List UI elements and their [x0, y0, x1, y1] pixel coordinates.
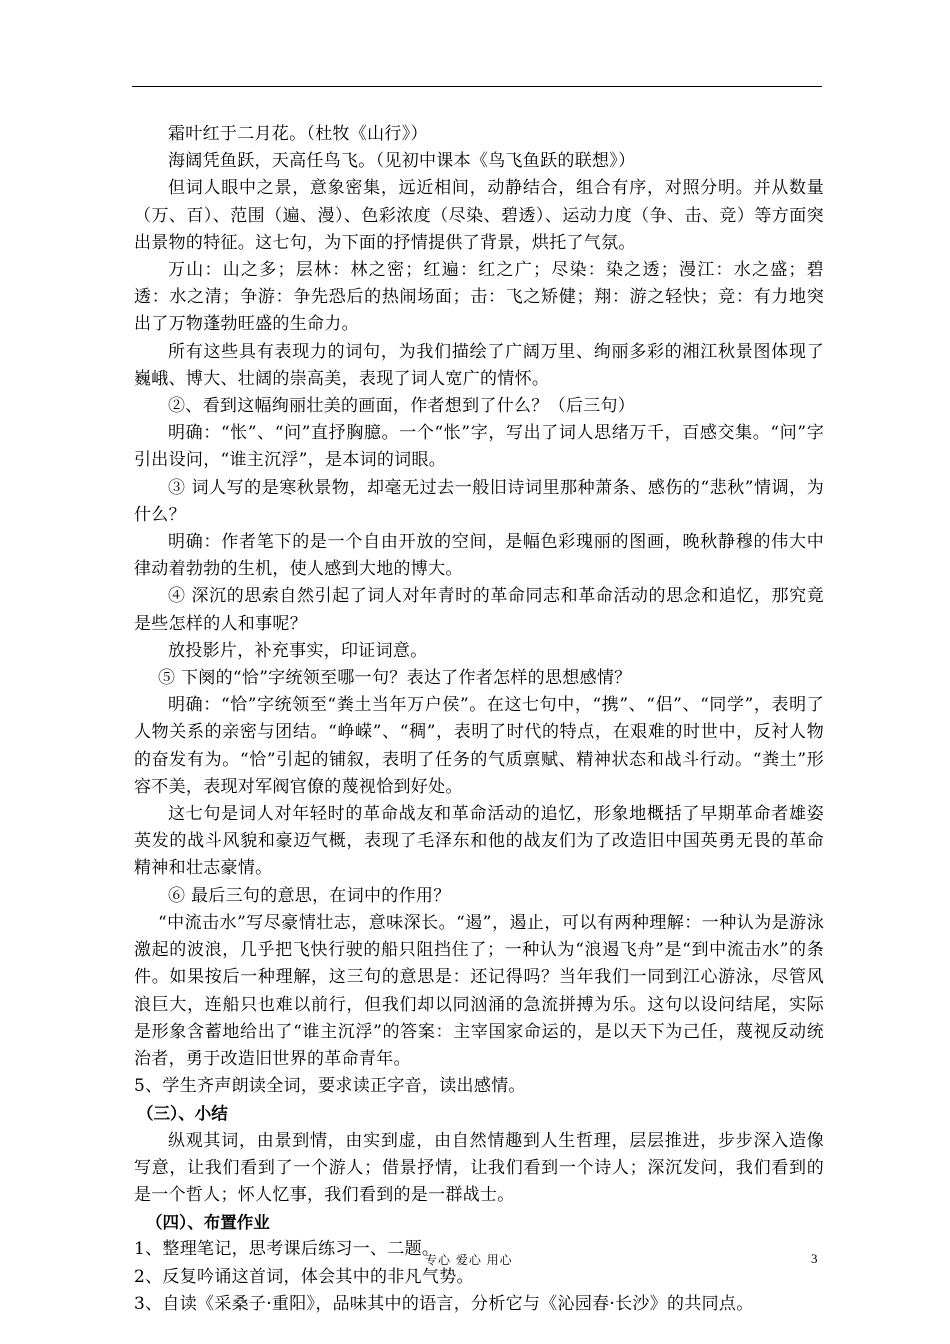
- paragraph-12: ⑤ 下阕的“恰”字统领至哪一句？表达了作者怎样的思想感情？: [158, 668, 632, 689]
- paragraph-14: 这七句是词人对年轻时的革命战友和革命活动的追忆，形象地概括了早期革命者雄姿英发的战斗风貌和豪迈气概，表现了毛泽东和他的战友们为了改造旧中国英勇无畏的革命精神和壮志豪情。: [134, 804, 824, 879]
- summary-paragraph: 纵观其词，由景到情，由实到虚，由自然情趣到人生哲理，层层推进，步步深入造像写意，让我们看到了一个游人；借景抒情，让我们看到一个诗人；深沉发问，我们看到的是一个哲人；怀人忆事，我们看到的是一群战士。: [134, 1130, 824, 1205]
- paragraph-1: 霜叶红于二月花。（杜牧《山行》）: [168, 124, 428, 144]
- paragraph-3: 但词人眼中之景，意象密集，远近相间，动静结合，组合有序，对照分明。并从数量（万、百）、范围（遍、漫）、色彩浓度（尽染、碧透）、运动力度（争、击、竞）等方面突出景物的特征。这七句，为下面的抒情提供了背景，烘托了气氛。: [134, 178, 824, 253]
- paragraph-2: 海阔凭鱼跃，天高任鸟飞。（见初中课本《鸟飞鱼跃的联想》）: [168, 151, 636, 172]
- homework-item-3: 3、自读《采桑子·重阳》，品味其中的语言，分析它与《沁园春·长沙》的共同点。: [134, 1293, 754, 1314]
- paragraph-8: ③ 词人写的是寒秋景物，却毫无过去一般旧诗词里那种萧条、感伤的“悲秋”情调，为什么？: [134, 477, 824, 525]
- header-rule: [132, 86, 822, 87]
- paragraph-6: ②、看到这幅绚丽壮美的画面，作者想到了什么？（后三句）: [168, 396, 636, 417]
- document-body: [134, 121, 824, 1318]
- page-footer: [0, 1251, 950, 1271]
- homework-item-1: 1、整理笔记，思考课后练习一、二题。: [134, 1239, 440, 1260]
- paragraph-15: ⑥ 最后三句的意思，在词中的作用？: [168, 885, 451, 906]
- section-heading-homework: （四）、布置作业: [146, 1213, 270, 1233]
- homework-item-2: 2、反复吟诵这首词，体会其中的非凡气势。: [134, 1266, 474, 1287]
- paragraph-11: 放投影片，补充事实，印证词意。: [168, 640, 428, 661]
- paragraph-16: “中流击水”写尽豪情壮志，意味深长。“遏”，遏止，可以有两种理解：一种认为是游泳激起的波浪，几乎把飞快行驶的船只阻挡住了；一种认为“浪遏飞舟”是“到中流击水”的条件。如果按后一种理解，这三句的意思是：还记得吗？当年我们一同到江心游泳，尽管风浪巨大，连船只也难以前行，但我们却以同汹涌的急流拼搏为乐。这句以设问结尾，实际是形象含蓄地给出了“谁主沉浮”的答案：主宰国家命运的，是以天下为己任，蔑视反动统治者，勇于改造旧世界的革命青年。: [134, 912, 824, 1069]
- paragraph-4: 万山：山之多；层林：林之密；红遍：红之广；尽染：染之透；漫江：水之盛；碧透：水之清；争游：争先恐后的热闹场面；击：飞之矫健；翔：游之轻快；竞：有力地突出了万物蓬勃旺盛的生命力。: [134, 260, 824, 335]
- footer-slogan: 专心 爱心 用心: [425, 1253, 513, 1267]
- paragraph-5: 所有这些具有表现力的词句，为我们描绘了广阔万里、绚丽多彩的湘江秋景图体现了巍峨、博大、壮阔的崇高美，表现了词人宽广的情怀。: [134, 341, 824, 389]
- paragraph-10: ④ 深沉的思索自然引起了词人对年青时的革命同志和革命活动的思念和追忆，那究竟是些怎样的人和事呢？: [134, 586, 824, 634]
- paragraph-7: 明确：“怅”、“问”直抒胸臆。一个“怅”字，写出了词人思绪万千，百感交集。“问”字引出设问，“谁主沉浮”，是本词的词眼。: [134, 423, 824, 471]
- paragraph-17: 5、学生齐声朗读全词，要求读正字音，读出感情。: [134, 1076, 526, 1097]
- paragraph-13: 明确：“恰”字统领至“粪土当年万户侯”。在这七句中，“携”、“侣”、“同学”，表明了人物关系的亲密与团结。“峥嵘”、“稠”，表明了时代的特点，在艰难的时世中，反衬人物的奋发有为。“恰”引起的铺叙，表明了任务的气质禀赋、精神状态和战斗行动。“粪土”形容不美，表现对军阀官僚的蔑视恰到好处。: [134, 695, 824, 797]
- page-number: 3: [811, 1251, 818, 1266]
- section-heading-summary: （三）、小结: [137, 1104, 228, 1124]
- paragraph-9: 明确：作者笔下的是一个自由开放的空间，是幅色彩瑰丽的图画，晚秋静穆的伟大中律动着勃勃的生机，使人感到大地的博大。: [134, 532, 824, 580]
